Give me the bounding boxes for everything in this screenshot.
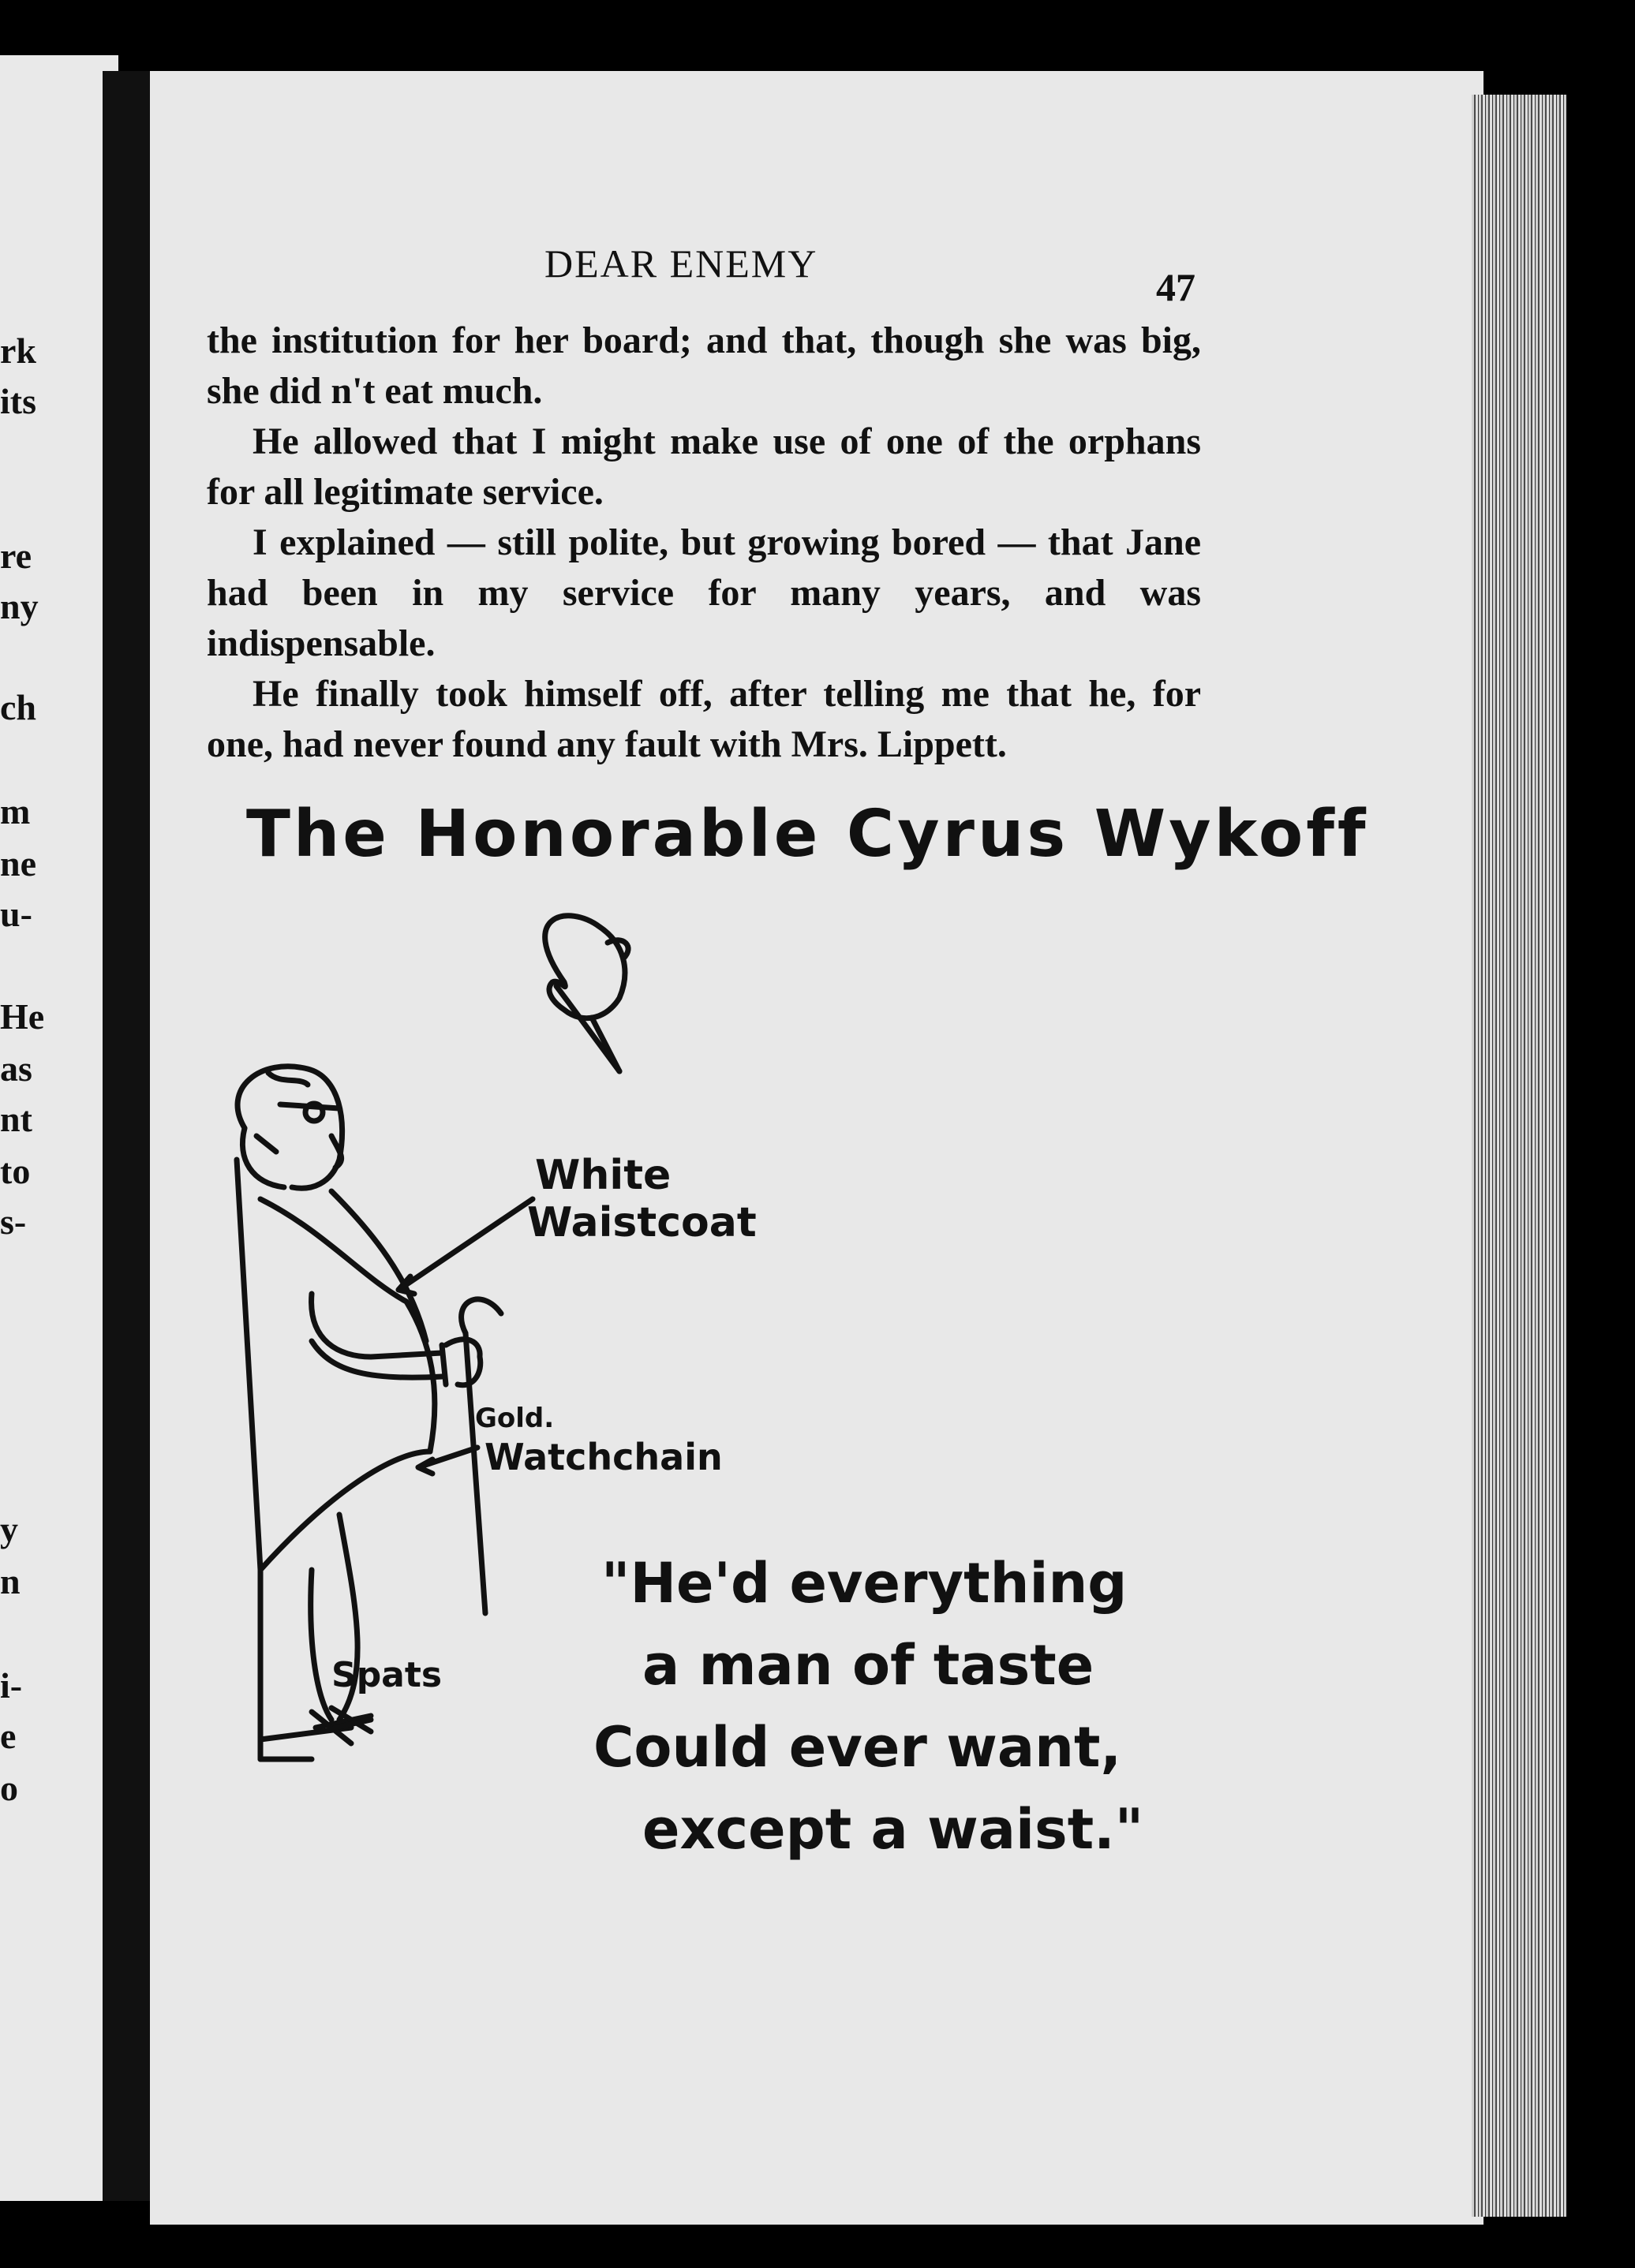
left-page-fragment: o <box>0 1768 18 1808</box>
handwritten-quote <box>593 1542 1144 1870</box>
paragraph: He finally took himself off, after telling me that he, for one, had never found any fault with Mrs. Lippett. <box>207 673 1201 765</box>
left-page-fragment: e <box>0 1716 17 1756</box>
label-watchchain: Watchchain <box>485 1436 723 1478</box>
left-page-fragment: s- <box>0 1201 27 1242</box>
paragraph: I explained — still polite, but growing bored — that Jane had been in my service for many years, and was indispensable. <box>207 521 1201 664</box>
illustration-caption: The Honorable Cyrus Wykoff <box>246 797 1369 872</box>
left-page-fragment: i- <box>0 1665 23 1706</box>
paragraph: He allowed that I might make use of one of the orphans for all legitimate service. <box>207 420 1201 513</box>
page-number: 47 <box>1156 265 1195 309</box>
paragraph: the institution for her board; and that, though she was big, she did n't eat much. <box>207 319 1201 412</box>
left-page-fragment: nt <box>0 1099 32 1139</box>
left-page-fragment: n <box>0 1561 21 1601</box>
left-page-fragment: He <box>0 996 45 1037</box>
quote-line: "He'd everything <box>601 1551 1128 1616</box>
label-gold: Gold. <box>475 1403 555 1434</box>
running-head: DEAR ENEMY <box>544 241 818 286</box>
left-page-fragment: rk <box>0 331 36 371</box>
quote-line: a man of taste <box>642 1633 1094 1698</box>
left-page-fragment: to <box>0 1151 31 1191</box>
label-white: White <box>535 1152 672 1199</box>
small-head-sketch <box>545 916 628 1071</box>
left-page-fragment: as <box>0 1048 32 1089</box>
left-page-fragment: m <box>0 791 31 831</box>
left-page-fragment: its <box>0 381 36 421</box>
left-page-fragment: re <box>0 536 32 576</box>
left-page-fragment: y <box>0 1509 18 1549</box>
left-page-fragment: ny <box>0 586 39 626</box>
quote-line: except a waist." <box>642 1797 1144 1862</box>
label-spats: Spats <box>331 1655 443 1695</box>
left-page-fragment: u- <box>0 894 32 934</box>
left-page-fragment: ch <box>0 687 36 727</box>
left-page-fragment: ne <box>0 843 36 884</box>
label-waistcoat: Waistcoat <box>527 1199 757 1246</box>
quote-line: Could ever want, <box>593 1715 1122 1780</box>
